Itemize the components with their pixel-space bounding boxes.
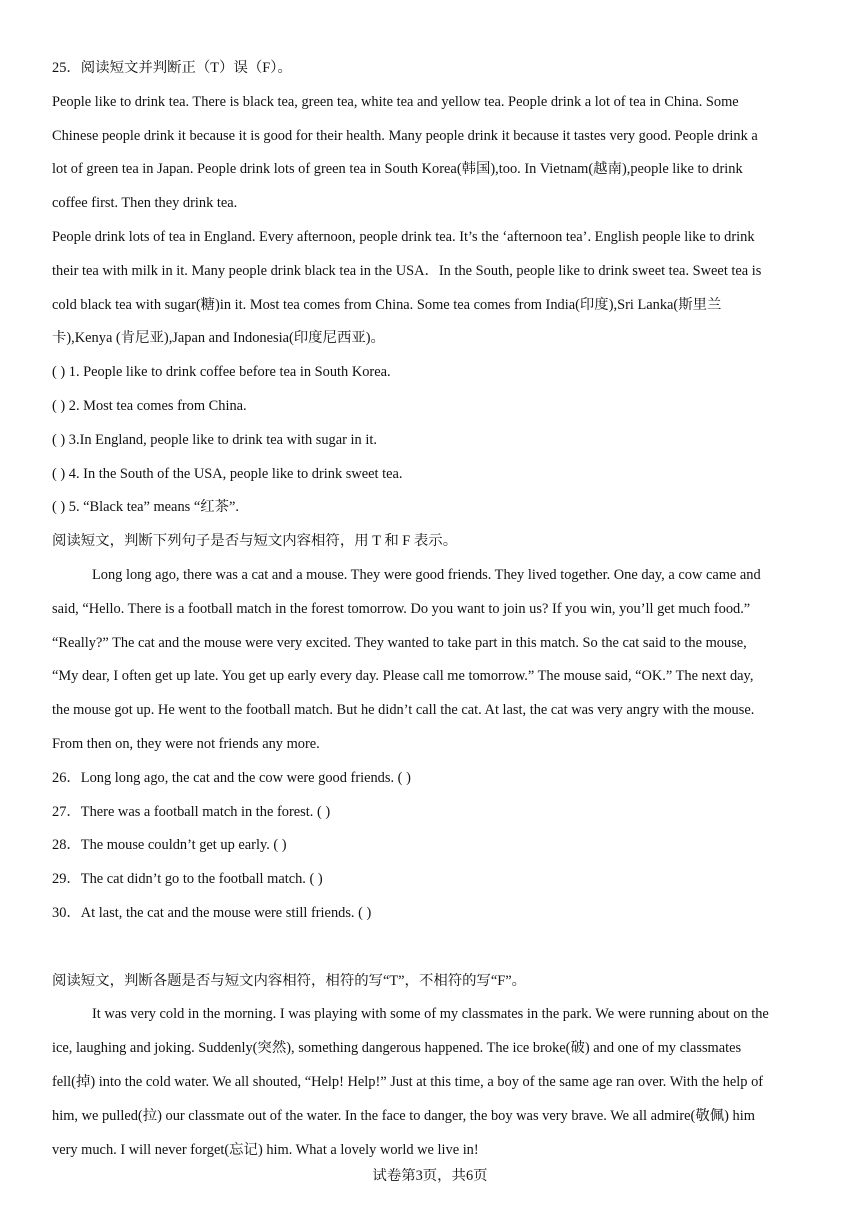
page-footer: 试卷第3页，共6页: [372, 1168, 488, 1184]
spacer: [52, 931, 812, 965]
section3-instruction: 阅读短文，判断各题是否与短文内容相符，相符的写“T”，不相符的写“F”。: [52, 972, 527, 989]
passage-line: 卡),Kenya (肯尼亚),Japan and Indonesia(印度尼西亚)。: [52, 330, 385, 347]
tf-question-1[interactable]: ( ) 1. People like to drink coffee before tea in South Korea.: [52, 364, 391, 381]
question-25-heading: 25．阅读短文并判断正（T）误（F）。: [52, 60, 292, 76]
passage-line: “My dear, I often get up late. You get up early every day. Please call me tomorrow.” The mouse said, “OK.” The next day,: [52, 668, 754, 685]
passage-line: fell(掉) into the cold water. We all shouted, “Help! Help!” Just at this time, a boy of the same age ran over. With the help of: [52, 1073, 764, 1090]
question-28[interactable]: 28．The mouse couldn’t get up early. ( ): [52, 837, 287, 854]
exam-page: [52, 52, 812, 1167]
passage-line: very much. I will never forget(忘记) him. What a lovely world we live in!: [52, 1141, 479, 1158]
tf-question-5[interactable]: ( ) 5. “Black tea” means “红茶”.: [52, 499, 239, 516]
passage-line: coffee first. Then they drink tea.: [52, 195, 238, 212]
passage-line: him, we pulled(拉) our classmate out of the water. In the face to danger, the boy was very brave. We all admire(敬佩) him: [52, 1107, 755, 1124]
passage-line: their tea with milk in it. Many people drink black tea in the USA．In the South, people like to drink sweet tea. Sweet tea is: [52, 262, 762, 279]
passage-line: From then on, they were not friends any more.: [52, 735, 320, 752]
passage-line: It was very cold in the morning. I was playing with some of my classmates in the park. We were running about on the: [92, 1006, 769, 1023]
question-29[interactable]: 29．The cat didn’t go to the football match. ( ): [52, 871, 323, 888]
passage-line: People like to drink tea. There is black tea, green tea, white tea and yellow tea. People drink a lot of tea in China. Some: [52, 93, 739, 110]
cat-mouse-questions: [52, 762, 812, 931]
tf-question-3[interactable]: ( ) 3.In England, people like to drink tea with sugar in it.: [52, 431, 377, 448]
question-26[interactable]: 26．Long long ago, the cat and the cow were good friends. ( ): [52, 769, 411, 786]
question-30[interactable]: 30．At last, the cat and the mouse were still friends. ( ): [52, 904, 372, 921]
passage-line: said, “Hello. There is a football match in the forest tomorrow. Do you want to join us? If you win, you’ll get much food.”: [52, 600, 751, 617]
section2-instruction: 阅读短文，判断下列句子是否与短文内容相符，用 T 和 F 表示。: [52, 533, 458, 550]
ice-passage: [52, 998, 812, 1167]
tea-passage: [52, 86, 812, 356]
tf-question-4[interactable]: ( ) 4. In the South of the USA, people like to drink sweet tea.: [52, 465, 403, 482]
passage-line: ice, laughing and joking. Suddenly(突然), something dangerous happened. The ice broke(破) and one of my classmates: [52, 1040, 742, 1057]
cat-mouse-passage: [52, 559, 812, 762]
passage-line: the mouse got up. He went to the football match. But he didn’t call the cat. At last, the cat was very angry with the mouse.: [52, 702, 755, 719]
tf-question-2[interactable]: ( ) 2. Most tea comes from China.: [52, 397, 247, 414]
passage-line: Chinese people drink it because it is good for their health. Many people drink it because it tastes very good. People drink a: [52, 127, 758, 144]
passage-line: “Really?” The cat and the mouse were very excited. They wanted to take part in this match. So the cat said to the mouse,: [52, 634, 747, 651]
passage-line: lot of green tea in Japan. People drink lots of green tea in South Korea(韩国),too. In Vietnam(越南),people like to drink: [52, 161, 743, 178]
passage-line: Long long ago, there was a cat and a mouse. They were good friends. They lived together. One day, a cow came and: [92, 566, 761, 583]
passage-line: People drink lots of tea in England. Every afternoon, people drink tea. It’s the ‘afternoon tea’. English people like to drink: [52, 228, 755, 245]
passage-line: cold black tea with sugar(糖)in it. Most tea comes from China. Some tea comes from India(印度),Sri Lanka(斯里兰: [52, 296, 722, 313]
question-27[interactable]: 27．There was a football match in the forest. ( ): [52, 803, 331, 820]
tea-questions: [52, 356, 812, 525]
